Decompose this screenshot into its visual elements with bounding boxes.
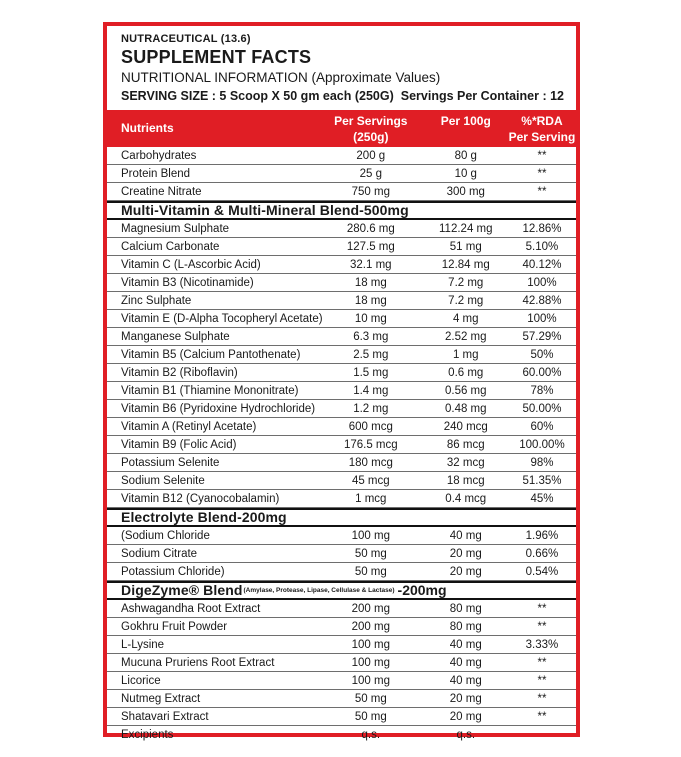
per-100g-value: q.s.: [456, 729, 476, 741]
nutrient-name: Potassium Chloride): [121, 565, 225, 578]
rda-value: 0.66%: [525, 547, 559, 560]
nutrient-row: [107, 726, 576, 744]
per-100g-value: 7.2 mg: [448, 276, 484, 289]
per-100g-value: 0.48 mg: [444, 402, 487, 415]
nutrient-name: Vitamin B12 (Cyanocobalamin): [121, 492, 280, 505]
table-header-row: [107, 110, 576, 147]
nutrient-row: [107, 672, 576, 690]
per-100g-value: 20 mg: [449, 565, 482, 578]
section-title: DigeZyme® Blend: [121, 582, 243, 598]
nutrient-name: Vitamin B5 (Calcium Pantothenate): [121, 348, 301, 361]
per-serving-value: 32.1 mg: [350, 258, 392, 271]
nutrient-name: Vitamin E (D-Alpha Tocopheryl Acetate): [121, 312, 323, 325]
per-serving-value: 200 mg: [351, 602, 390, 615]
nutrient-name: Ashwagandha Root Extract: [121, 602, 261, 615]
rda-value: 45%: [530, 492, 554, 505]
nutrient-row: [107, 618, 576, 636]
per-100g-value: 2.52 mg: [444, 330, 487, 343]
label-title: SUPPLEMENT FACTS: [121, 47, 312, 67]
per-serving-value: 6.3 mg: [353, 330, 389, 343]
per-100g-value: 10 g: [454, 167, 477, 180]
nutrient-name: Shatavari Extract: [121, 710, 209, 723]
rda-value: **: [537, 602, 547, 615]
per-100g-value: 51 mg: [449, 240, 482, 253]
rda-value: 60.00%: [522, 366, 562, 379]
column-header-per-100g: [424, 110, 508, 147]
rda-value: 5.10%: [525, 240, 559, 253]
per-100g-value: 12.84 mg: [441, 258, 490, 271]
section-title: Electrolyte Blend-200mg: [121, 509, 287, 525]
per-100g-value: 80 g: [454, 149, 477, 162]
column-header-rda: [508, 110, 576, 147]
per-serving-header-line2: (250g): [353, 130, 389, 145]
nutrient-name: L-Lysine: [121, 638, 165, 651]
nutrient-row: [107, 563, 576, 581]
per-100g-value: 300 mg: [446, 185, 485, 198]
per-100g-value: 80 mg: [449, 620, 482, 633]
nutrient-row: [107, 636, 576, 654]
per-100g-value: 7.2 mg: [448, 294, 484, 307]
per-100g-value: 0.6 mg: [448, 366, 484, 379]
rda-value: 98%: [530, 456, 554, 469]
rda-value: **: [537, 620, 547, 633]
nutrient-name: Manganese Sulphate: [121, 330, 230, 343]
per-100g-value: 80 mg: [449, 602, 482, 615]
per-serving-value: 50 mg: [354, 565, 387, 578]
nutrient-name: Nutmeg Extract: [121, 692, 201, 705]
nutrient-name: Potassium Selenite: [121, 456, 220, 469]
nutrient-row: [107, 147, 576, 165]
category-line: NUTRACEUTICAL (13.6): [121, 33, 251, 45]
per-serving-value: 25 g: [359, 167, 382, 180]
table-body: [107, 147, 576, 744]
rda-value: 100%: [527, 276, 557, 289]
nutrient-name: Gokhru Fruit Powder: [121, 620, 228, 633]
rda-value: 42.88%: [522, 294, 562, 307]
per-100g-value: 20 mg: [449, 692, 482, 705]
rda-value: **: [537, 167, 547, 180]
nutrient-name: Mucuna Pruriens Root Extract: [121, 656, 275, 669]
nutrient-row: [107, 654, 576, 672]
nutrient-row: [107, 364, 576, 382]
rda-value: **: [537, 692, 547, 705]
rda-value: 50.00%: [522, 402, 562, 415]
nutrient-row: [107, 183, 576, 201]
per-serving-value: 1 mcg: [355, 492, 387, 505]
per-serving-value: 100 mg: [351, 529, 390, 542]
nutrient-name: Excipients: [121, 729, 174, 741]
per-serving-value: 18 mg: [354, 294, 387, 307]
nutrient-row: [107, 274, 576, 292]
per-serving-value: 1.5 mg: [353, 366, 389, 379]
nutrient-name: Creatine Nitrate: [121, 185, 202, 198]
supplement-facts-label: [103, 22, 580, 741]
nutrient-name: Magnesium Sulphate: [121, 222, 230, 235]
nutrient-name: Protein Blend: [121, 167, 191, 180]
label-header: [107, 26, 576, 110]
nutrient-name: Carbohydrates: [121, 149, 197, 162]
per-serving-value: 280.6 mg: [346, 222, 395, 235]
per-serving-value: 18 mg: [354, 276, 387, 289]
per-100g-value: 32 mcg: [446, 456, 485, 469]
per-100g-header-line1: Per 100g: [440, 114, 491, 128]
rda-value: 1.96%: [525, 529, 559, 542]
per-100g-value: 40 mg: [449, 529, 482, 542]
per-serving-value: 100 mg: [351, 674, 390, 687]
nutrient-row: [107, 472, 576, 490]
section-title: Multi-Vitamin & Multi-Mineral Blend-500mg: [121, 202, 409, 218]
section-subtext: (Amylase, Protease, Lipase, Cellulase & Lactase): [243, 587, 395, 594]
nutrient-row: [107, 292, 576, 310]
nutrient-row: [107, 418, 576, 436]
per-100g-value: 18 mcg: [446, 474, 485, 487]
nutrient-row: [107, 165, 576, 183]
nutrient-name: Vitamin B3 (Nicotinamide): [121, 276, 254, 289]
per-100g-value: 4 mg: [452, 312, 479, 325]
rda-value: **: [537, 656, 547, 669]
nutrient-name: Sodium Citrate: [121, 547, 198, 560]
column-header-nutrients: Nutrients: [121, 121, 174, 136]
nutrient-row: [107, 220, 576, 238]
nutrient-row: [107, 690, 576, 708]
nutrient-row: [107, 600, 576, 618]
per-serving-value: q.s.: [361, 729, 381, 741]
per-100g-value: 40 mg: [449, 638, 482, 651]
per-serving-value: 750 mg: [351, 185, 390, 198]
rda-value: 50%: [530, 348, 554, 361]
per-100g-value: 40 mg: [449, 656, 482, 669]
nutrient-name: Calcium Carbonate: [121, 240, 220, 253]
nutrient-name: (Sodium Chloride: [121, 529, 210, 542]
per-serving-value: 600 mcg: [348, 420, 393, 433]
rda-value: 60%: [530, 420, 554, 433]
rda-value: **: [537, 149, 547, 162]
per-serving-value: 180 mcg: [348, 456, 393, 469]
nutrient-name: Zinc Sulphate: [121, 294, 192, 307]
per-serving-value: 127.5 mg: [346, 240, 395, 253]
per-serving-header-line1: Per Servings: [334, 114, 408, 128]
nutrient-row: [107, 256, 576, 274]
nutrient-row: [107, 454, 576, 472]
nutrient-row: [107, 708, 576, 726]
per-serving-value: 45 mcg: [351, 474, 390, 487]
per-serving-value: 176.5 mcg: [343, 438, 398, 451]
per-serving-value: 2.5 mg: [353, 348, 389, 361]
nutrient-name: Vitamin B2 (Riboflavin): [121, 366, 238, 379]
nutrient-name: Sodium Selenite: [121, 474, 205, 487]
nutrient-row: [107, 400, 576, 418]
rda-value: **: [537, 674, 547, 687]
per-100g-value: 40 mg: [449, 674, 482, 687]
per-serving-value: 50 mg: [354, 547, 387, 560]
rda-value: 0.54%: [525, 565, 559, 578]
rda-value: 100%: [527, 312, 557, 325]
per-100g-value: 240 mcg: [443, 420, 488, 433]
section-header-row: [107, 581, 576, 600]
rda-value: 78%: [530, 384, 554, 397]
per-serving-value: 50 mg: [354, 692, 387, 705]
per-serving-value: 200 g: [356, 149, 386, 162]
serving-size: SERVING SIZE : 5 Scoop X 50 gm each (250G): [121, 89, 394, 103]
nutrient-row: [107, 328, 576, 346]
per-100g-value: 0.4 mcg: [445, 492, 487, 505]
nutrient-name: Licorice: [121, 674, 161, 687]
rda-header-line2: Per Serving: [508, 130, 576, 145]
label-subtitle: NUTRITIONAL INFORMATION (Approximate Values): [121, 70, 441, 85]
serving-info-row: [121, 89, 564, 103]
section-amount: -200mg: [397, 582, 447, 598]
per-100g-value: 20 mg: [449, 710, 482, 723]
nutrient-name: Vitamin C (L-Ascorbic Acid): [121, 258, 261, 271]
nutrient-name: Vitamin B9 (Folic Acid): [121, 438, 237, 451]
nutrient-row: [107, 436, 576, 454]
rda-value: 57.29%: [522, 330, 562, 343]
nutrient-row: [107, 346, 576, 364]
nutrient-name: Vitamin B6 (Pyridoxine Hydrochloride): [121, 402, 316, 415]
rda-value: **: [537, 185, 547, 198]
rda-value: **: [537, 710, 547, 723]
section-header-row: [107, 508, 576, 527]
nutrient-row: [107, 382, 576, 400]
per-serving-value: 50 mg: [354, 710, 387, 723]
rda-header-line1: %*RDA: [521, 114, 563, 128]
per-100g-value: 0.56 mg: [444, 384, 487, 397]
nutrient-row: [107, 490, 576, 508]
nutrient-name: Vitamin B1 (Thiamine Mononitrate): [121, 384, 299, 397]
per-serving-value: 1.4 mg: [353, 384, 389, 397]
per-100g-value: 20 mg: [449, 547, 482, 560]
column-header-per-serving: [318, 110, 424, 147]
rda-value: 100.00%: [519, 438, 565, 451]
nutrient-row: [107, 310, 576, 328]
rda-value: 3.33%: [525, 638, 559, 651]
nutrient-name: Vitamin A (Retinyl Acetate): [121, 420, 257, 433]
nutrient-row: [107, 238, 576, 256]
per-100g-value: 86 mcg: [446, 438, 485, 451]
per-serving-value: 1.2 mg: [353, 402, 389, 415]
nutrient-row: [107, 545, 576, 563]
nutrient-row: [107, 527, 576, 545]
per-serving-value: 100 mg: [351, 638, 390, 651]
per-serving-value: 200 mg: [351, 620, 390, 633]
rda-value: 51.35%: [522, 474, 562, 487]
per-100g-value: 112.24 mg: [439, 222, 493, 235]
section-header-row: [107, 201, 576, 220]
per-serving-value: 10 mg: [354, 312, 387, 325]
per-100g-value: 1 mg: [452, 348, 479, 361]
rda-value: 40.12%: [522, 258, 562, 271]
rda-value: 12.86%: [522, 222, 562, 235]
per-serving-value: 100 mg: [351, 656, 390, 669]
servings-per-container: Servings Per Container : 12: [400, 89, 564, 103]
